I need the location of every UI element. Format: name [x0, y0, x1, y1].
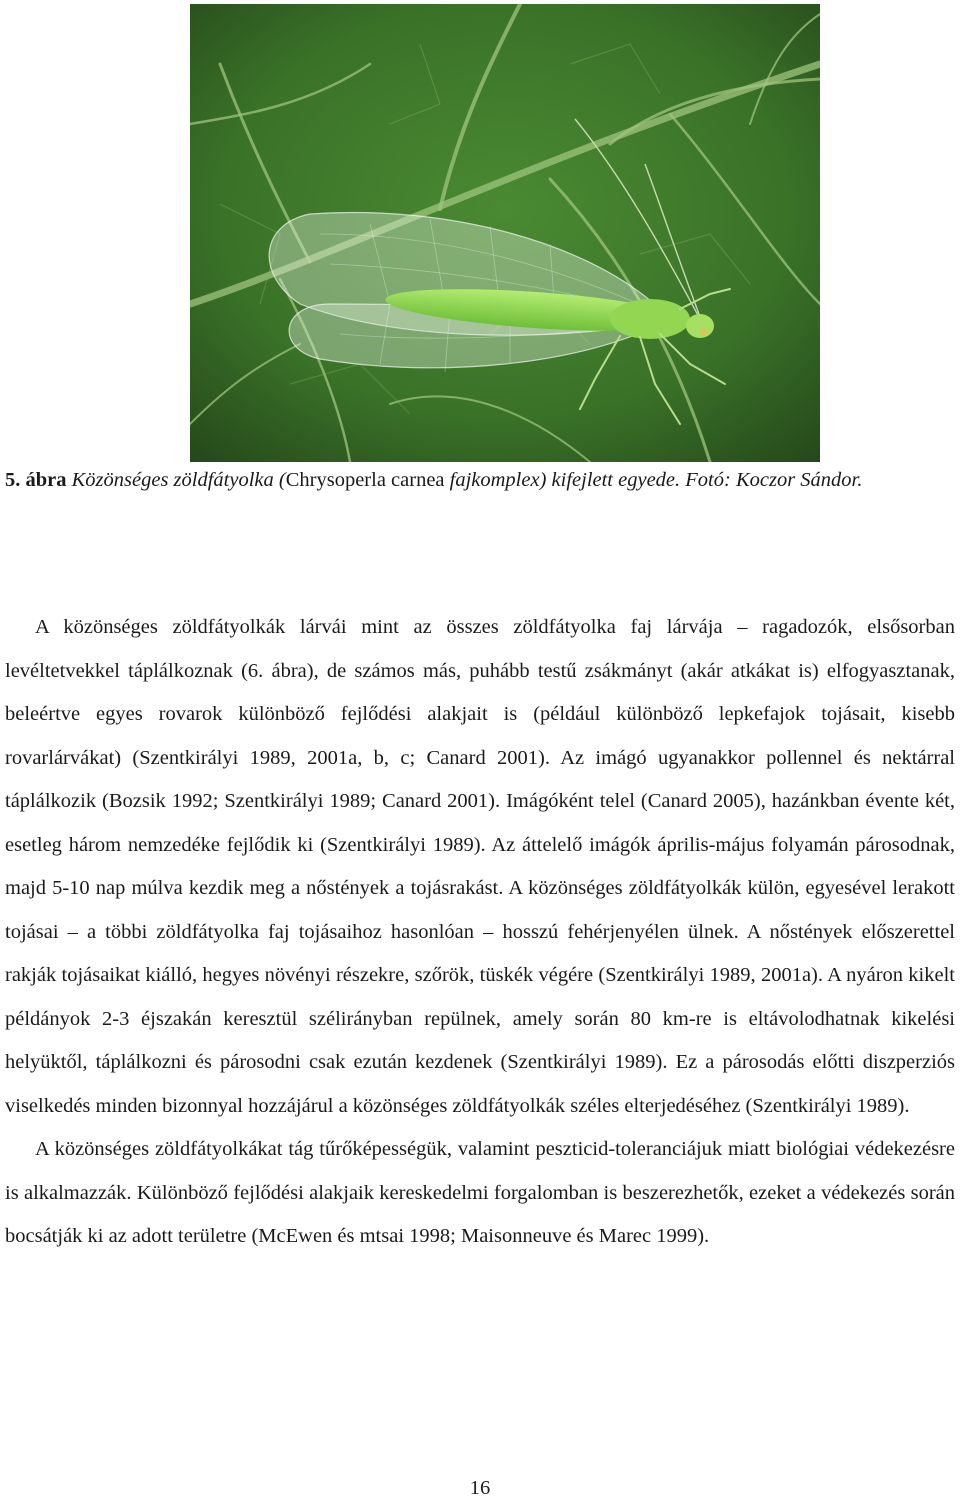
figure-caption [5, 466, 955, 495]
caption-text-2: fajkomplex) kifejlett egyede. Fotó: Koczor Sándor. [449, 469, 863, 491]
body-text [5, 606, 955, 1259]
caption-text-1: Közönséges zöldfátyolka ( [71, 469, 286, 491]
caption-species: Chrysoperla carnea [285, 469, 445, 491]
paragraph-1: A közönséges zöldfátyolkák lárvái mint az összes zöldfátyolka faj lárvája – ragadozók, elsősorban levéltetvekkel táplálkoznak (6. ábra), de számos más, puhább testű zsákmányt (akár atkákat is) elfogyasztanak, beleértve egyes rovarok különböző fejlődési alakjait is (például különböző lepkefajok tojásait, kisebb rovarlárvákat) (Szentkirályi 1989, 2001a, b, c; Canard 2001). Az imágó ugyanakkor pollennel és nektárral táplálkozik (Bozsik 1992; Szentkirályi 1989; Canard 2001). Imágóként telel (Canard 2005), hazánkban évente két, esetleg három nemzedéke fejlődik ki (Szentkirályi 1989). Az áttelelő imágók április-május folyamán párosodnak, majd 5-10 nap múlva kezdik meg a nőstények a tojásrakást. A közönséges zöldfátyolkák külön, egyesével lerakott tojásai – a többi zöldfátyolka faj tojásaihoz hasonlóan – hosszú fehérjenyélen ülnek. A nőstények előszerettel rakják tojásaikat kiálló, hegyes növényi részekre, szőrök, tüskék végére (Szentkirályi 1989, 2001a). A nyáron kikelt példányok 2-3 éjszakán keresztül szélirányban repülnek, amely során 80 km-re is eltávolodhatnak kikelési helyüktől, táplálkozni és párosodni csak ezután kezdenek (Szentkirályi 1989). Ez a párosodás előtti diszperziós viselkedés minden bizonnyal hozzájárul a közönséges zöldfátyolkák széles elterjedéséhez (Szentkirályi 1989). [5, 616, 955, 1117]
figure-number: 5. ábra [5, 469, 67, 491]
page-number: 16 [469, 1477, 491, 1499]
paragraph-2: A közönséges zöldfátyolkákat tág tűrőképességük, valamint peszticid-toleranciájuk miatt biológiai védekezésre is alkalmazzák. Különböző fejlődési alakjaik kereskedelmi forgalomban is beszerezhetők, ezeket a védekezés során bocsátják ki az adott területre (McEwen és mtsai 1998; Maisonneuve és Marec 1999). [5, 1138, 955, 1247]
lacewing-image [190, 4, 820, 462]
lacewing-photo [190, 4, 820, 462]
